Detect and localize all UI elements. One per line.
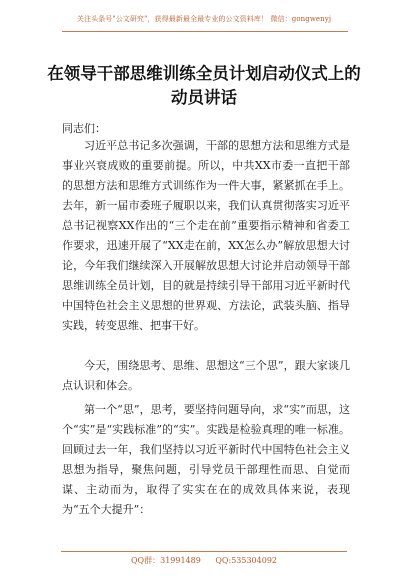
footer-qq-group: QQ群：31991489: [130, 556, 201, 565]
header-rule: [62, 31, 348, 32]
paragraph-1: 习近平总书记多次强调，干部的思想方法和思维方式是事业兴衰成败的重要前提。所以，中共XX市委一直把干部的思想方法和思维方式训练作为一件大事，紧紧抓在手上。去年，新一届市委班子履职以来，我们认真贯彻落实习近平总书记视察XX作出的“三个走在前”重要指示精神和省委工作要求，迅速开展了“XX走在前，XX怎么办”解放思想大讨论，今年我们继续深入开展解放思想大讨论并启动领导干部思维训练全员计划，目的就是持续引导干部用习近平新时代中国特色社会主义思想的世界观、方法论，武装头脑、指导实践，转变思维、把事干好。: [62, 139, 350, 332]
document-title: 在领导干部思维训练全员计划启动仪式上的动员讲话: [47, 64, 361, 107]
paragraph-2: 今天，围绕思考、思维、思想这“三个思”，跟大家谈几点认识和体会。: [62, 359, 350, 392]
footer-qq: QQ:535304092: [215, 556, 277, 565]
greeting: 同志们：: [62, 122, 106, 135]
header-banner: 关注头条号"公文研究"，获得最新最全最专业的公文资料库！ 微信：gongwenyj: [76, 15, 332, 23]
footer: [61, 551, 347, 566]
paragraph-3: 第一个“思”，思考，要坚持问题导向，求“实”而思，这个“实”是“实践标准”的“实”。实践是检验真理的唯一标准。回顾过去一年，我们坚持以习近平新时代中国特色社会主义思想为指导，聚焦问题，引导党员干部理性而思、自觉而谋、主动而为，取得了实实在在的成效具体来说，表现为“五个大提升”：: [62, 403, 350, 516]
